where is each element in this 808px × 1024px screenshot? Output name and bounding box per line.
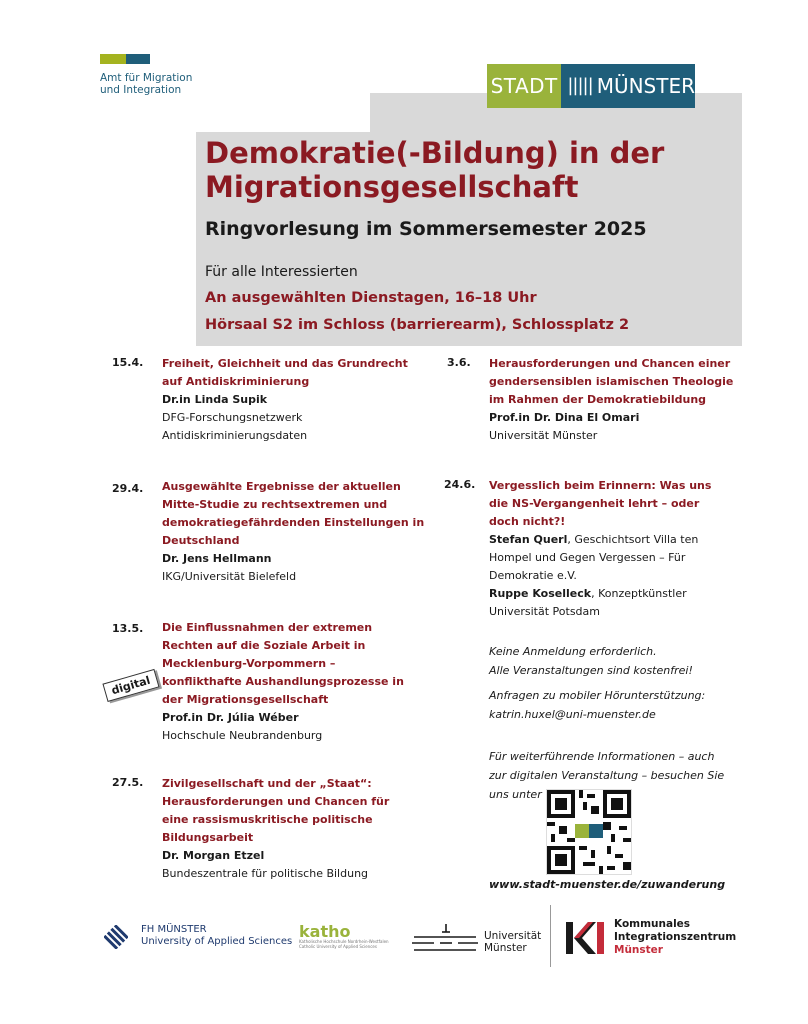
event-institution: Universität Münster <box>489 429 598 442</box>
website-link[interactable]: www.stadt-muenster.de/zuwanderung <box>489 878 726 891</box>
event-item <box>489 355 749 445</box>
info-registration <box>489 642 693 680</box>
info-free: Alle Veranstaltungen sind kostenfrei! <box>489 664 693 677</box>
event-title-line: demokratiegefährdenden Einstellungen in <box>162 516 425 529</box>
info-more-line-2: zur digitalen Veranstaltung – besuchen Sie <box>489 769 725 782</box>
amt-line-2: und Integration <box>100 84 182 96</box>
amt-line-1: Amt für Migration <box>100 72 193 84</box>
event-title-line: Herausforderungen und Chancen einer <box>489 357 731 370</box>
event-title-line: Rechten auf die Soziale Arbeit in <box>162 639 366 652</box>
stadt-logo-left: STADT <box>487 64 561 108</box>
event-title-line: Mecklenburg-Vorpommern – <box>162 657 336 670</box>
fh-line-2: University of Applied Sciences <box>141 936 293 947</box>
uni-muenster-logo <box>484 930 541 954</box>
event-title-line: Freiheit, Gleichheit und das Grundrecht <box>162 357 408 370</box>
event-speaker: Dr.in Linda Supik <box>162 393 268 406</box>
info-requests-text: Anfragen zu mobiler Hörunterstützung: <box>489 689 706 702</box>
subtitle: Ringvorlesung im Sommersemester 2025 <box>205 218 647 240</box>
event-speaker-line <box>489 585 749 603</box>
page-title <box>205 136 735 204</box>
event-title-line: doch nicht?! <box>489 515 566 528</box>
event-institution: DFG-Forschungsnetzwerk <box>162 411 303 424</box>
event-institution: Universität Potsdam <box>489 605 600 618</box>
amt-logo-bar-blue <box>126 54 150 64</box>
event-institution: Hompel und Gegen Vergessen – Für <box>489 551 686 564</box>
event-speaker: Prof.in Dr. Dina El Omari <box>489 411 640 424</box>
info-more-line-1: Für weiterführende Informationen – auch <box>489 750 715 763</box>
event-title-line: eine rassismuskritische politische <box>162 813 373 826</box>
organ-pipes-icon: ||||| <box>567 75 593 96</box>
ki-line-1: Kommunales <box>614 918 691 930</box>
event-title-line: Zivilgesellschaft und der „Staat“: <box>162 777 372 790</box>
info-more-line-3: uns unter <box>489 788 542 801</box>
event-time: An ausgewählten Dienstagen, 16–18 Uhr <box>205 290 537 306</box>
title-line-1: Demokratie(-Bildung) in der <box>205 136 665 170</box>
event-item <box>162 619 432 745</box>
info-no-registration: Keine Anmeldung erforderlich. <box>489 645 657 658</box>
event-speaker: Prof.in Dr. Júlia Wéber <box>162 711 299 724</box>
event-date: 29.4. <box>112 482 144 495</box>
event-institution: Antidiskriminierungsdaten <box>162 429 308 442</box>
audience: Für alle Interessierten <box>205 264 358 280</box>
event-speaker-affiliation: , Konzeptkünstler <box>591 587 687 600</box>
qr-code[interactable] <box>546 789 632 875</box>
event-title-line: der Migrationsgesellschaft <box>162 693 329 706</box>
event-title-line: die NS-Vergangenheit lehrt – oder <box>489 497 700 510</box>
event-title-line: Mitte-Studie zu rechtsextremen und <box>162 498 388 511</box>
ki-logo <box>614 918 736 957</box>
event-date: 27.5. <box>112 776 144 789</box>
event-title-line: Ausgewählte Ergebnisse der aktuellen <box>162 480 401 493</box>
event-speaker-affiliation: , Geschichtsort Villa ten <box>567 533 699 546</box>
event-speaker: Ruppe Koselleck <box>489 587 592 600</box>
event-speaker: Dr. Morgan Etzel <box>162 849 265 862</box>
qr-code-icon <box>547 790 631 874</box>
katho-logo-subtitle: Katholische Hochschule Nordrhein-Westfalen Catholic University of Applied Sciences <box>299 939 389 949</box>
event-title-line: Herausforderungen und Chancen für <box>162 795 390 808</box>
event-item <box>489 477 749 621</box>
ki-line-3: Münster <box>614 944 663 956</box>
info-requests <box>489 686 705 724</box>
event-institution: Hochschule Neubrandenburg <box>162 729 323 742</box>
uni-muenster-icon <box>412 924 478 954</box>
event-institution: IKG/Universität Bielefeld <box>162 570 297 583</box>
event-title-line: auf Antidiskriminierung <box>162 375 310 388</box>
stadt-logo-right <box>561 64 695 108</box>
event-title-line: konflikthafte Aushandlungsprozesse in <box>162 675 404 688</box>
event-location: Hörsaal S2 im Schloss (barrierearm), Schlossplatz 2 <box>205 317 630 333</box>
event-title-line: Deutschland <box>162 534 240 547</box>
event-title-line: Vergesslich beim Erinnern: Was uns <box>489 479 712 492</box>
event-item <box>162 775 432 883</box>
event-speaker-line <box>489 531 749 549</box>
ki-line-2: Integrationszentrum <box>614 931 737 943</box>
event-date: 15.4. <box>112 356 144 369</box>
stadt-muenster-logo <box>487 64 695 108</box>
fh-line-1: FH MÜNSTER <box>141 924 207 935</box>
event-institution: Bundeszentrale für politische Bildung <box>162 867 369 880</box>
event-title-line: Bildungsarbeit <box>162 831 254 844</box>
title-line-2: Migrationsgesellschaft <box>205 170 579 204</box>
event-title-line: im Rahmen der Demokratiebildung <box>489 393 707 406</box>
stadt-logo-right-text: MÜNSTER <box>596 74 695 98</box>
event-item <box>162 355 422 445</box>
katho-logo: katho <box>299 922 351 941</box>
amt-logo-text <box>100 72 192 96</box>
event-title-line: gendersensiblen islamischen Theologie <box>489 375 734 388</box>
event-title-line: Die Einflussnahmen der extremen <box>162 621 373 634</box>
contact-email[interactable]: katrin.huxel@uni-muenster.de <box>489 708 656 721</box>
event-speaker: Stefan Querl <box>489 533 568 546</box>
uni-line-2: Münster <box>484 942 527 954</box>
uni-line-1: Universität <box>484 930 542 942</box>
event-speaker: Dr. Jens Hellmann <box>162 552 272 565</box>
fh-muenster-logo <box>141 924 292 948</box>
fh-muenster-icon <box>104 925 128 949</box>
event-item <box>162 478 432 586</box>
footer-divider <box>550 905 551 967</box>
event-date: 3.6. <box>447 356 471 369</box>
event-date: 24.6. <box>444 478 476 491</box>
digital-badge: digital <box>102 669 159 702</box>
ki-logo-icon <box>566 920 606 956</box>
event-date: 13.5. <box>112 622 144 635</box>
amt-logo-bar-green <box>100 54 126 64</box>
event-institution: Demokratie e.V. <box>489 569 577 582</box>
